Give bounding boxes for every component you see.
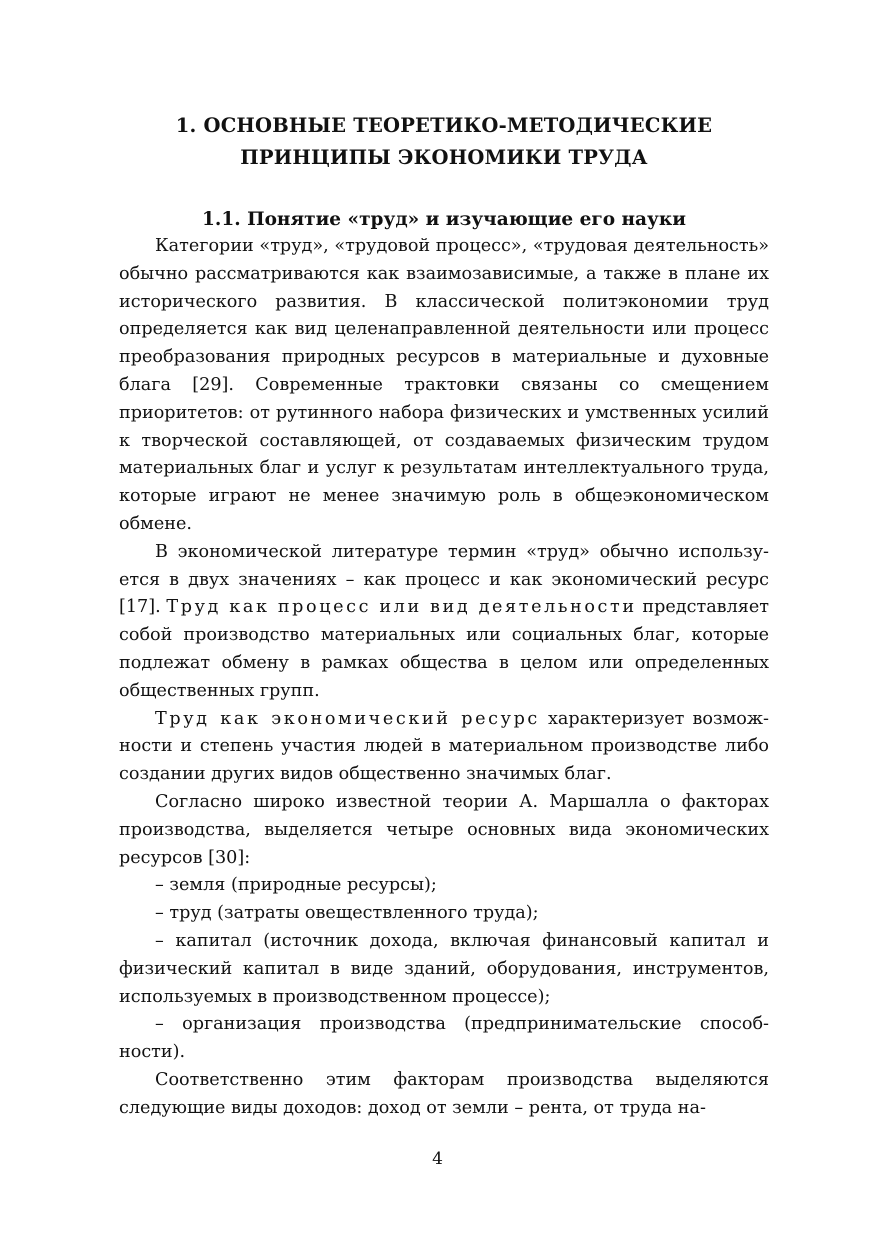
chapter-title — [119, 110, 769, 174]
page-body — [119, 110, 769, 1123]
paragraph-2 — [119, 539, 769, 706]
section-title: 1.1. Понятие «труд» и изучающие его науки — [202, 209, 686, 230]
paragraph-3 — [119, 706, 769, 789]
paragraph-3-end: характеризует возможности и степень участия людей в материальном производстве либо создании других видов общественно значимых благ. — [119, 708, 769, 785]
paragraph-2-emphasis: Труд как процесс или вид деятельности — [166, 597, 637, 618]
paragraph-4: Согласно широко известной теории А. Маршалла о факторах производства, выделяется четыре основных вида экономических ресурсов [30]: — [119, 791, 769, 868]
paragraph-3-emphasis: Труд как экономический ресурс — [155, 708, 540, 729]
list-item-labor: – труд (затраты овеществленного труда); — [155, 903, 539, 924]
page-number: 4 — [432, 1149, 443, 1169]
list-item-land: – земля (природные ресурсы); — [155, 875, 437, 896]
list-item-organization: – организация производства (предпринимательские способности). — [119, 1014, 769, 1063]
paragraph-2-end: представляет собой производство материальных или социальных благ, которые подлежат обмену в рамках общества в целом или определенных общественных групп. — [119, 597, 770, 701]
paragraph-1: Категории «труд», «трудовой процесс», «трудовая деятельность» обычно рассматриваются как взаимозависимые, а также в плане их исторического развития. В классической политэкономии труд определяется как вид целенаправленной деятельности или процесс преобразования природных ресурсов в материальные и духовные блага [29]. Современные трактовки связаны со смещением приоритетов: от рутинного набора физических и умственных усилий к творческой составляющей, от создаваемых физическим трудом материальных благ и услуг к результатам интеллектуального труда, которые играют не менее значимую роль в общеэкономическом обмене. — [119, 236, 769, 534]
chapter-title-line-1: 1. ОСНОВНЫЕ ТЕОРЕТИКО-МЕТОДИЧЕСКИЕ — [175, 114, 713, 137]
chapter-title-line-2: ПРИНЦИПЫ ЭКОНОМИКИ ТРУДА — [240, 146, 648, 169]
list-item-capital: – капитал (источник дохода, включая финансовый капитал и физический капитал в виде зданий, оборудования, инструментов, используемых в производственном процессе); — [119, 930, 769, 1007]
paragraph-5: Соответственно этим факторам производства выделяются следующие виды доходов: доход от земли – рента, от труда на- — [119, 1069, 769, 1118]
paragraph-2-start: В экономической литературе термин «труд» обычно используется в двух значениях – как процесс и как экономический ресурс [17]. — [119, 541, 769, 618]
